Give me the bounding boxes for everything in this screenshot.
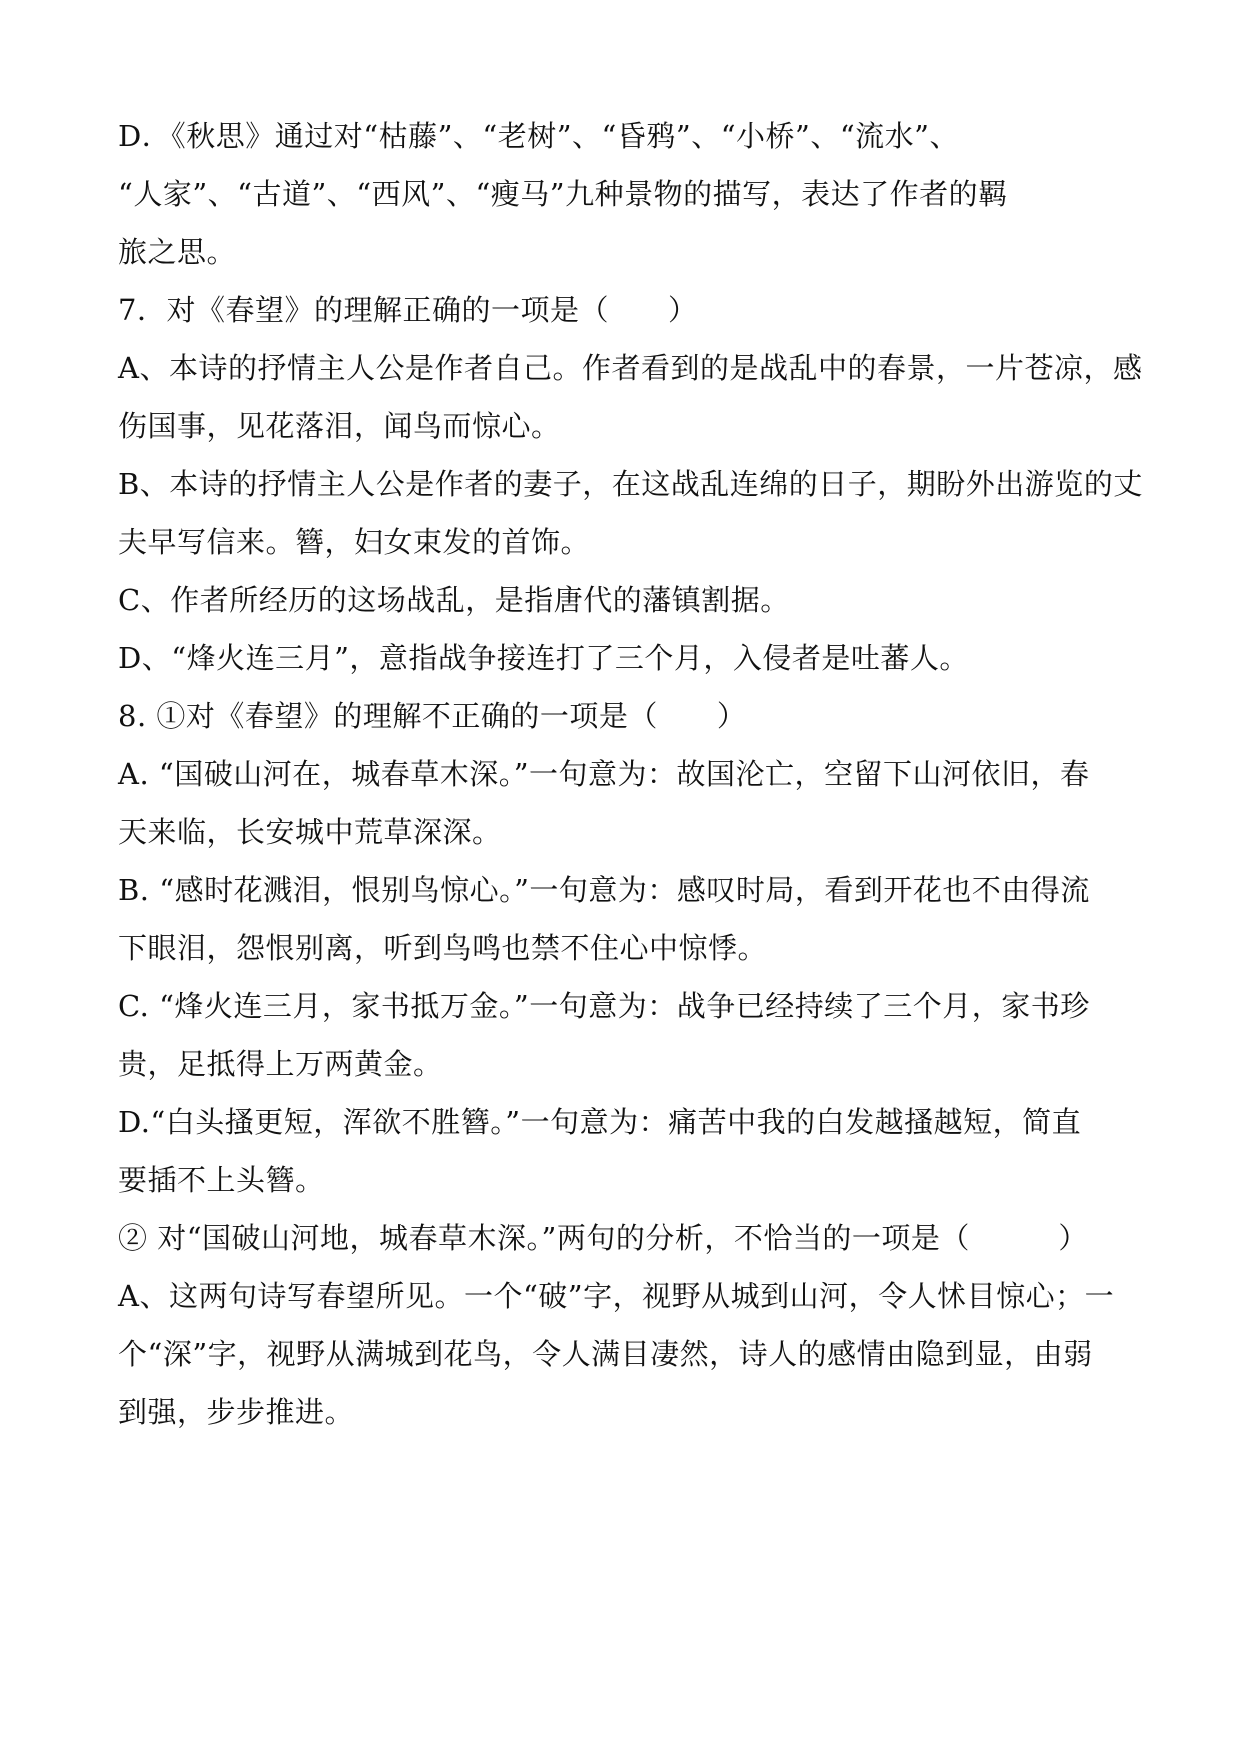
q6-option-d-line3: 旅之思。 — [118, 235, 237, 269]
q8-option-b-line1: B. “感时花溅泪，恨别鸟惊心。”一句意为：感叹时局，看到开花也不由得流 — [118, 873, 1090, 907]
q8-option-c-line2: 贵，足抵得上万两黄金。 — [118, 1047, 443, 1081]
q8-option-d-line1: D.“白头搔更短，浑欲不胜簪。”一句意为：痛苦中我的白发越搔越短，简直 — [118, 1105, 1082, 1139]
q7-option-a-line1: A、本诗的抒情主人公是作者自己。作者看到的是战乱中的春景，一片苍凉，感 — [118, 351, 1143, 385]
q8-sub2-option-a-line1: A、这两句诗写春望所见。一个“破”字，视野从城到山河，令人怵目惊心；一 — [118, 1279, 1115, 1313]
q7-stem: 7．对《春望》的理解正确的一项是（ ） — [118, 293, 698, 327]
q7-option-b-line1: B、本诗的抒情主人公是作者的妻子，在这战乱连绵的日子，期盼外出游览的丈 — [118, 467, 1143, 501]
q8-sub2-option-a-line2: 个“深”字，视野从满城到花鸟，令人满目凄然，诗人的感情由隐到显，由弱 — [118, 1337, 1093, 1371]
q8-option-d-line2: 要插不上头簪。 — [118, 1163, 325, 1197]
q8-sub2-option-a-line3: 到强，步步推进。 — [118, 1395, 355, 1429]
q6-option-d-line2: “人家”、“古道”、“西风”、“瘦马”九种景物的描写，表达了作者的羁 — [118, 177, 1008, 211]
q7-option-c: C、作者所经历的这场战乱，是指唐代的藩镇割据。 — [118, 583, 790, 617]
q7-option-a-line2: 伤国事，见花落泪，闻鸟而惊心。 — [118, 409, 561, 443]
q8-stem: 8. ①对《春望》的理解不正确的一项是（ ） — [118, 699, 747, 733]
q8-sub2-stem: ② 对“国破山河地，城春草木深。”两句的分析，不恰当的一项是（ ） — [118, 1221, 1088, 1255]
q8-option-a-line2: 天来临，长安城中荒草深深。 — [118, 815, 502, 849]
q7-option-b-line2: 夫早写信来。簪，妇女束发的首饰。 — [118, 525, 591, 559]
q8-option-c-line1: C. “烽火连三月，家书抵万金。”一句意为：战争已经持续了三个月，家书珍 — [118, 989, 1090, 1023]
q7-option-d: D、“烽火连三月”，意指战争接连打了三个月，入侵者是吐蕃人。 — [118, 641, 969, 675]
q8-option-b-line2: 下眼泪，怨恨别离，听到鸟鸣也禁不住心中惊悸。 — [118, 931, 768, 965]
q8-option-a-line1: A. “国破山河在，城春草木深。”一句意为：故国沦亡，空留下山河依旧，春 — [118, 757, 1090, 791]
q6-option-d-line1: D．《秋思》通过对“枯藤”、“老树”、“昏鸦”、“小桥”、“流水”、 — [118, 119, 960, 153]
